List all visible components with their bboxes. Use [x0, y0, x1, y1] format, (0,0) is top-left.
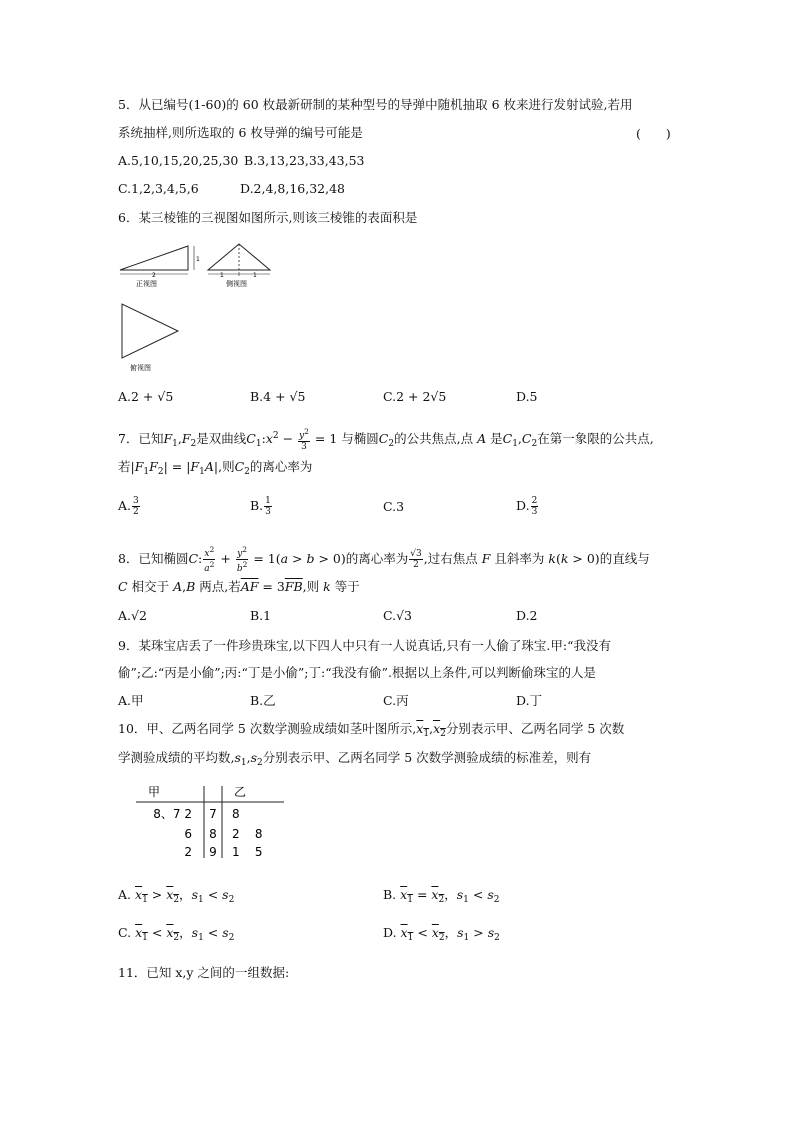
q10-option-a: A. $x_1 > x_2$，$s_1 < s_2$: [118, 887, 235, 905]
stemleaf-row2-left: 6: [184, 827, 192, 841]
stemleaf-head-right: 乙: [234, 785, 247, 799]
q5-option-c: C.1,2,3,4,5,6: [118, 181, 199, 196]
q7-stem-line2: 若$|F_1F_2| = |F_1A|$,则$C_2$的离心率为: [118, 459, 313, 477]
q6-stem: 6．某三棱锥的三视图如图所示,则该三棱锥的表面积是: [118, 210, 418, 225]
q5-option-a: A.5,10,15,20,25,30: [118, 153, 239, 168]
q8-stem-line1: 8．已知椭圆C: $\frac{x^2}{a^2}$ + $\frac{y^2}{b^2}$ = 1(a > b > 0)的离心率为 $\frac{√3}{2}$ ,过右焦点 F 且斜率为 k(k > 0)的直线与: [118, 545, 650, 574]
top-view-figure: [122, 304, 178, 372]
stemleaf-head-left: 甲: [148, 785, 161, 799]
q10-option-c: C. $x_1 < x_2$，$s_1 < s_2$: [118, 925, 235, 943]
q7-option-b: B. $\frac{1}{3}$: [250, 496, 271, 517]
front-view-label: 正视图: [136, 280, 157, 288]
q9-option-d: D.丁: [516, 693, 543, 708]
q9-option-c: C.丙: [383, 693, 409, 708]
q10-stem-leaf-plot: [134, 782, 294, 862]
q7-option-a: A. $\frac{3}{2}$: [118, 496, 139, 517]
q6-option-c: C.2 + 2√5: [383, 389, 447, 404]
q6-three-views: [116, 240, 296, 380]
q8-option-d: D.2: [516, 608, 538, 623]
q7-option-c: C.3: [383, 499, 405, 514]
stemleaf-row1-stem: 7: [209, 807, 217, 821]
q9-stem-line1: 9．某珠宝店丢了一件珍贵珠宝,以下四人中只有一人说真话,只有一人偷了珠宝.甲:“我没有: [118, 638, 611, 653]
stemleaf-row2-stem: 8: [209, 827, 217, 841]
front-dim-height: 1: [196, 256, 200, 263]
stemleaf-row3-left: 2: [184, 845, 192, 859]
stemleaf-row3-right: 1 5: [232, 845, 263, 859]
q6-option-b: B.4 + √5: [250, 389, 306, 404]
q10-option-d: D. $x_1 < x_2$，$s_1 > s_2$: [383, 925, 500, 943]
side-dim-right: 1: [253, 272, 257, 279]
top-view-label: 俯视图: [130, 364, 151, 372]
q8-option-b: B.1: [250, 608, 272, 623]
q8-option-a: A.√2: [118, 608, 147, 623]
side-view-figure: [208, 244, 270, 288]
front-view-figure: [120, 246, 200, 288]
q11-stem: 11．已知 x,y 之间的一组数据:: [118, 965, 290, 980]
q6-option-d: D.5: [516, 389, 538, 404]
q7-option-d: D. $\frac{2}{3}$: [516, 496, 538, 517]
q5-stem-line1: 5．从已编号(1-60)的 60 枚最新研制的某种型号的导弹中随机抽取 6 枚来进行发射试验,若用: [118, 97, 633, 112]
q6-option-a: A.2 + √5: [118, 389, 174, 404]
q7-stem-line1: 7．已知$F_1,F_2$是双曲线$C_1:x^2$ − $\frac{y^2}{3}$ = 1 与椭圆$C_2$的公共焦点,点 A 是$C_1,C_2$在第一象限的公共点,: [118, 427, 654, 452]
stemleaf-row1-right: 8: [232, 807, 240, 821]
stemleaf-row1-left: 8、7 2: [153, 807, 192, 821]
stemleaf-row3-stem: 9: [209, 845, 217, 859]
q10-stem-line2: 学测验成绩的平均数$,s_1,s_2$分别表示甲、乙两名同学 5 次数学测验成绩的标准差，则有: [118, 750, 592, 768]
q5-stem-line2: 系统抽样,则所选取的 6 枚导弹的编号可能是: [118, 125, 363, 140]
q8-option-c: C.√3: [383, 608, 413, 623]
q5-option-b: B.3,13,23,33,43,53: [244, 153, 365, 168]
q8-stem-line2: C 相交于 A,B 两点,若$\overline{AF} = 3\overline{FB}$,则 k 等于: [118, 579, 360, 594]
stemleaf-row2-right: 2 8: [232, 827, 263, 841]
q9-option-a: A.甲: [118, 693, 144, 708]
front-dim-width: 2: [152, 272, 156, 279]
q9-stem-line2: 偷”;乙:“丙是小偷”;丙:“丁是小偷”;丁:“我没有偷”.根据以上条件,可以判断偷珠宝的人是: [118, 665, 596, 680]
q10-stem-line1: 10．甲、乙两名同学 5 次数学测验成绩如茎叶图所示$,x_1,x_2$分别表示甲、乙两名同学 5 次数: [118, 721, 625, 739]
q10-option-b: B. $x_1 = x_2$，$s_1 < s_2$: [383, 887, 500, 905]
q9-option-b: B.乙: [250, 693, 276, 708]
side-view-label: 侧视图: [226, 280, 247, 288]
q5-answer-paren: ( ): [636, 126, 671, 141]
side-dim-left: 1: [220, 272, 224, 279]
q5-option-d: D.2,4,8,16,32,48: [240, 181, 345, 196]
